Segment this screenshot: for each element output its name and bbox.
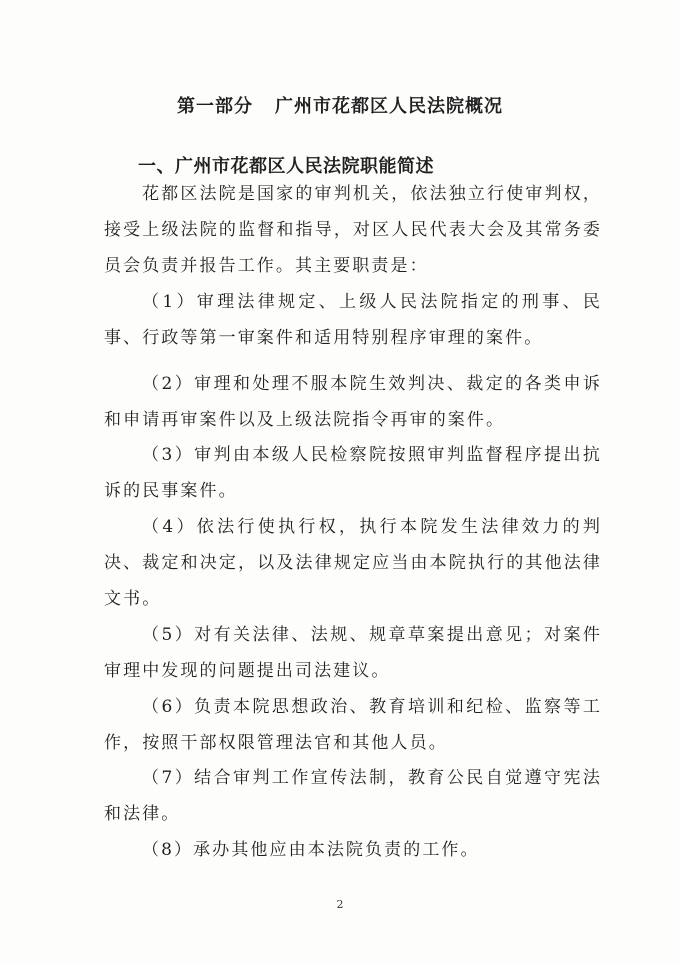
duty-item-2: （2）审理和处理不服本院生效判决、裁定的各类申诉和申请再审案件以及上级法院指令再审的案件。 [104,374,602,431]
page-number: 2 [336,898,344,911]
duty-item-7: （7）结合审判工作宣传法制，教育公民自觉遵守宪法和法律。 [104,768,602,825]
duty-item-8: （8）承办其他应由本法院负责的工作。 [142,840,480,860]
duty-item-1: （1）审理法律规定、上级人民法院指定的刑事、民事、行政等第一审案件和适用特别程序审理的案件。 [104,292,602,349]
document-title [0,92,680,118]
duty-item-6: （6）负责本院思想政治、教育培训和纪检、监察等工作，按照干部权限管理法官和其他人员。 [104,697,602,754]
intro-paragraph: 花都区法院是国家的审判机关，依法独立行使审判权，接受上级法院的监督和指导，对区人民代表大会及其常务委员会负责并报告工作。其主要职责是： [104,184,602,277]
duty-item-4: （4）依法行使执行权，执行本院发生法律效力的判决、裁定和决定，以及法律规定应当由本院执行的其他法律文书。 [104,517,602,610]
duty-item-3: （3）审判由本级人民检察院按照审判监督程序提出抗诉的民事案件。 [104,445,602,502]
title-part: 第一部分 [177,96,253,117]
title-name: 广州市花都区人民法院概况 [275,96,503,117]
section-heading: 一、广州市花都区人民法院职能简述 [138,156,434,177]
duty-item-5: （5）对有关法律、法规、规章草案提出意见；对案件审理中发现的问题提出司法建议。 [104,625,602,682]
